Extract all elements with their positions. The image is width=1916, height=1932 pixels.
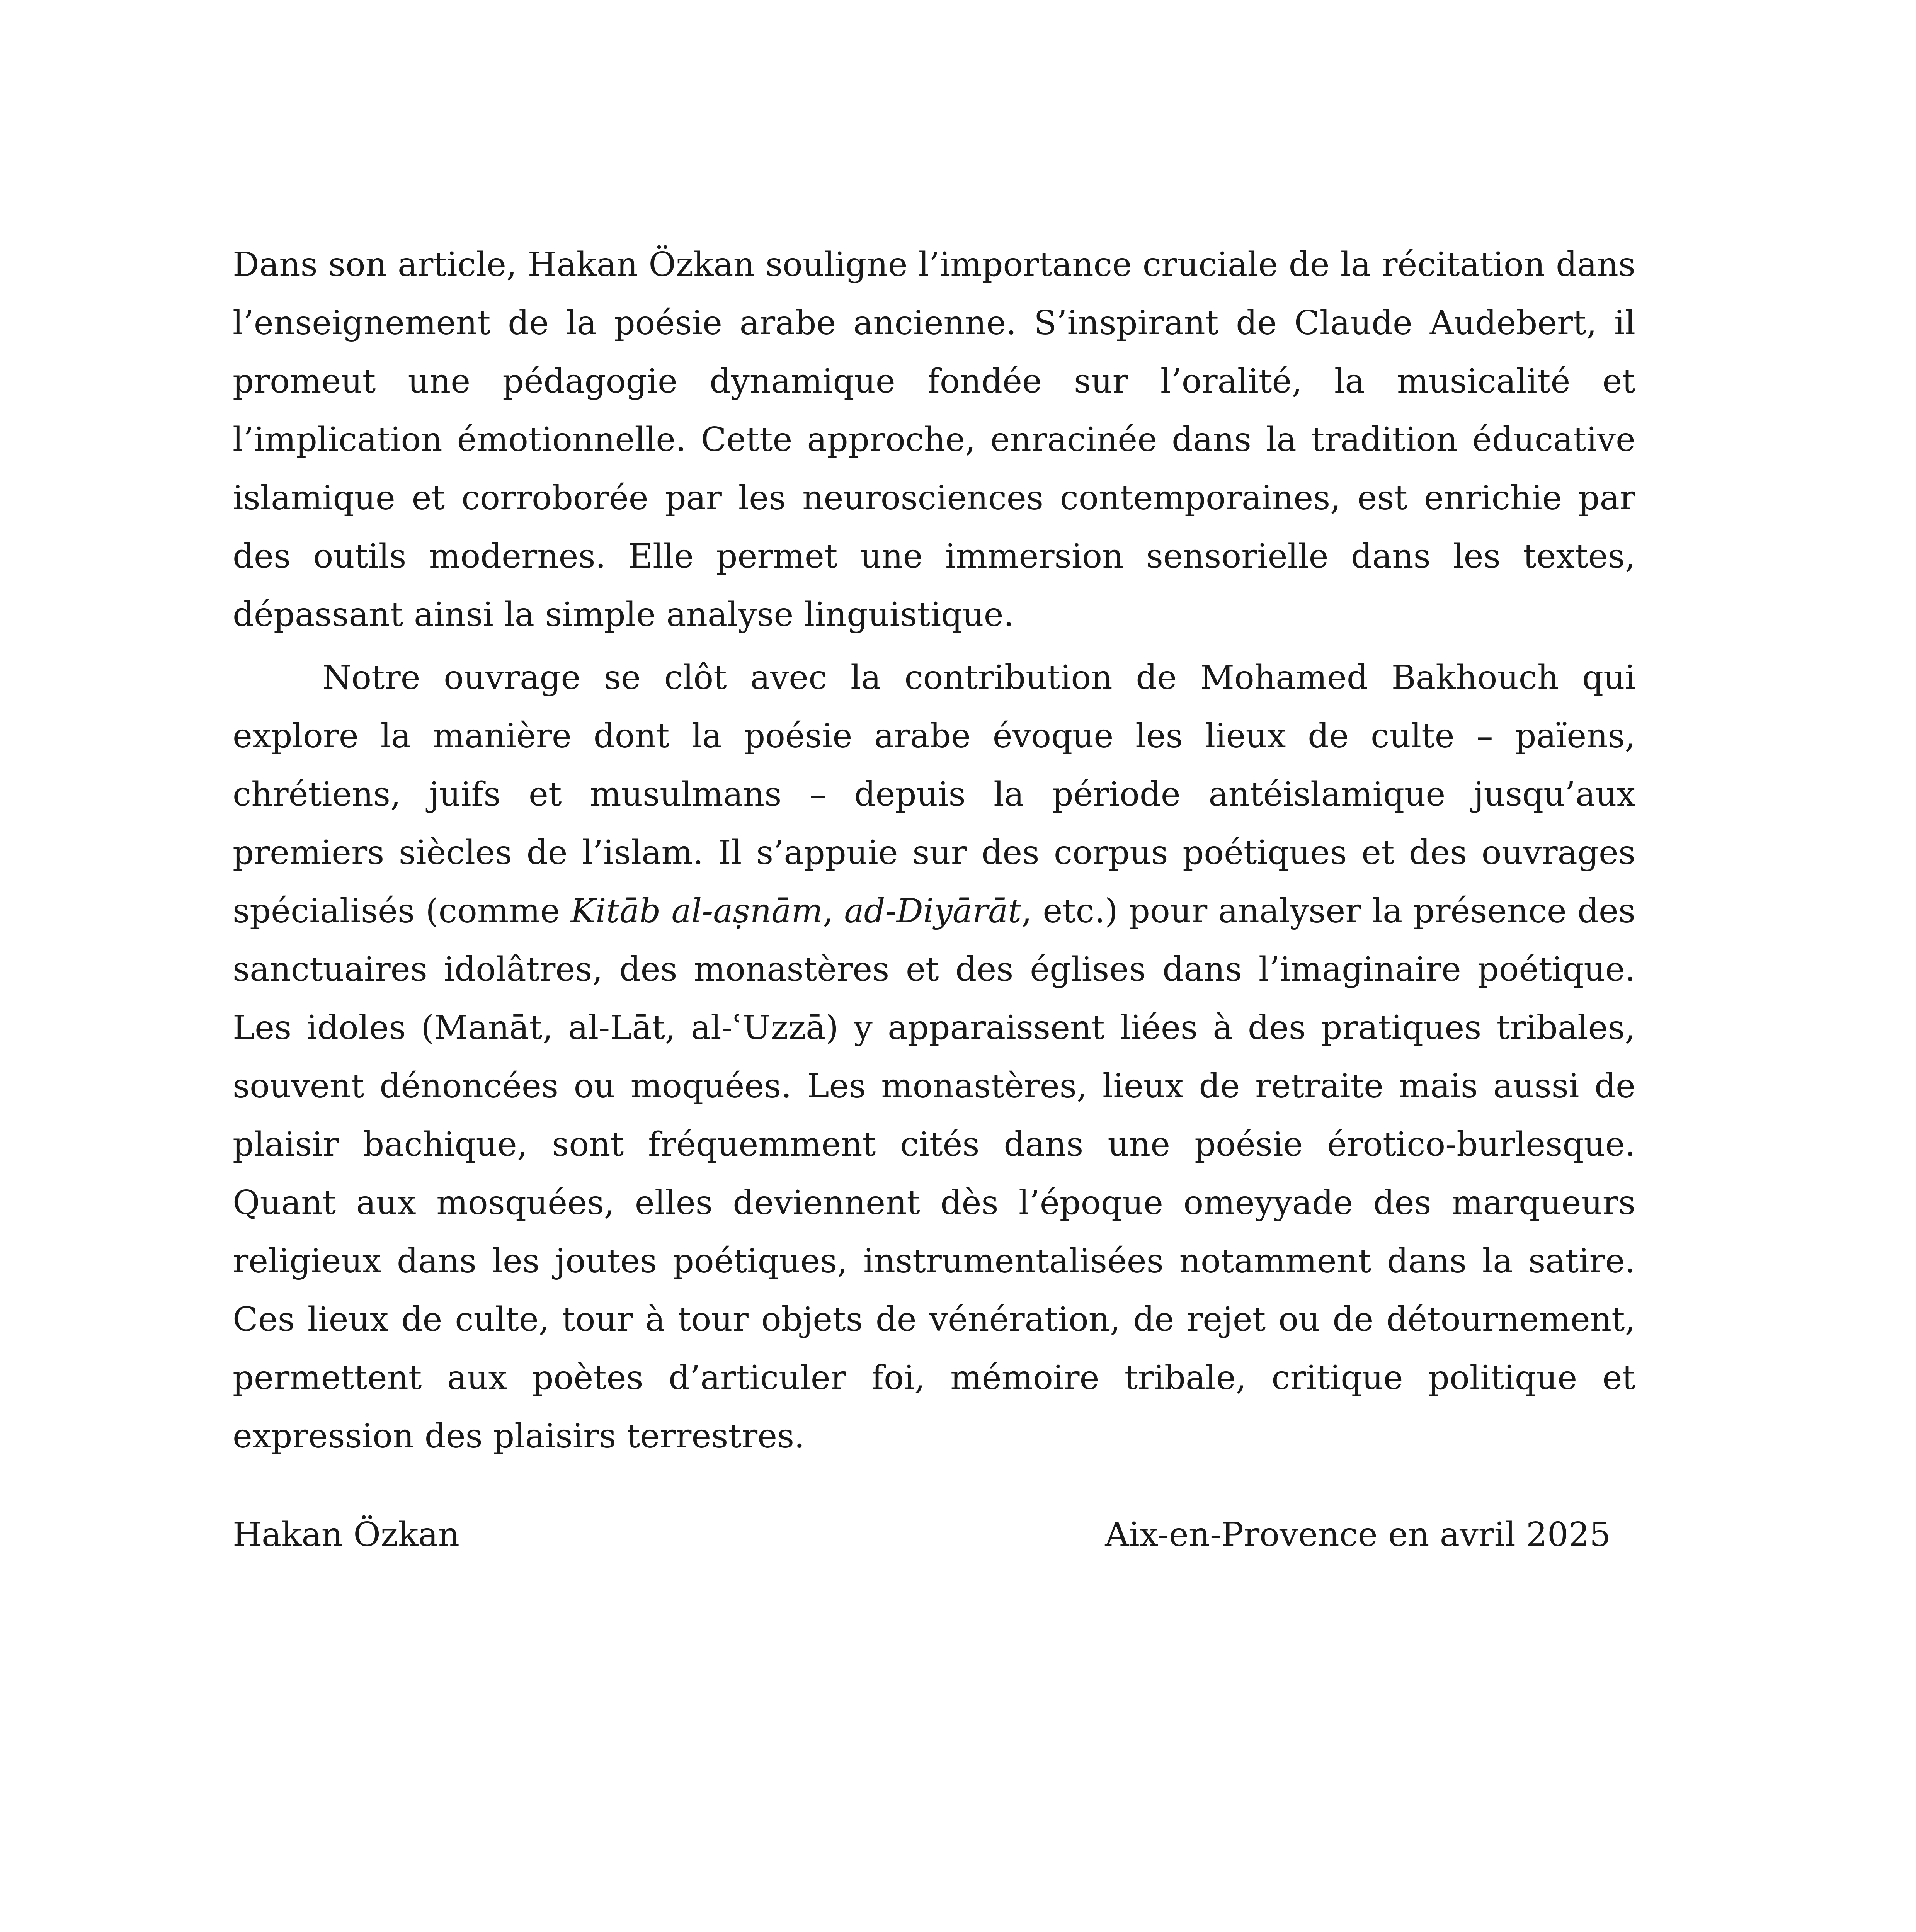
paragraph-text-part-1: Notre ouvrage se clôt avec la contribution de Mohamed Bakhouch qui explore la manière dont la poésie arabe évoque les lieux de culte – païens, chrétiens, juifs et musulmans – depuis la période antéislamique jusqu’aux premiers siècles de l’islam. Il s’appuie sur des corpus poétiques et des ouvrages spécialisés (comme [233,658,1635,930]
paragraph-text-part-2: , [822,892,844,930]
signature-author: Hakan Özkan [233,1515,459,1554]
paragraph-recitation: Dans son article, Hakan Özkan souligne l’importance cruciale de la récitation dans l’enseignement de la poésie arabe ancienne. S’inspirant de Claude Audebert, il promeut une pédagogie dynamique fondée sur l’oralité, la musicalité et l’implication émotionnelle. Cette approche, enracinée dans la tradition éducative islamique et corroborée par les neurosciences contemporaines, est enrichie par des outils modernes. Elle permet une immersion sensorielle dans les textes, dépassant ainsi la simple analyse linguistique. [233,245,1635,634]
body-text [233,236,1635,1466]
paragraph-text-part-3: , etc.) pour analyser la présence des sanctuaires idolâtres, des monastères et des églises dans l’imaginaire poétique. Les idoles (Manāt, al-Lāt, al-ʿUzzā) y apparaissent liées à des pratiques tribales, souvent dénoncées ou moquées. Les monastères, lieux de retraite mais aussi de plaisir bachique, sont fréquemment cités dans une poésie érotico-burlesque. Quant aux mosquées, elles deviennent dès l’époque omeyyade des marqueurs religieux dans les joutes poétiques, instrumentalisées notamment dans la satire. Ces lieux de culte, tour à tour objets de vénération, de rejet ou de détournement, permettent aux poètes d’articuler foi, mémoire tribale, critique politique et expression des plaisirs terrestres. [233,892,1635,1456]
paragraph-places-of-worship [233,649,1635,1466]
book-title-ad-diyarat: ad-Diyārāt [844,892,1021,930]
book-title-kitab-al-asnam: Kitāb al-aṣnām [570,892,823,930]
signature-place-date: Aix-en-Provence en avril 2025 [1105,1515,1611,1554]
